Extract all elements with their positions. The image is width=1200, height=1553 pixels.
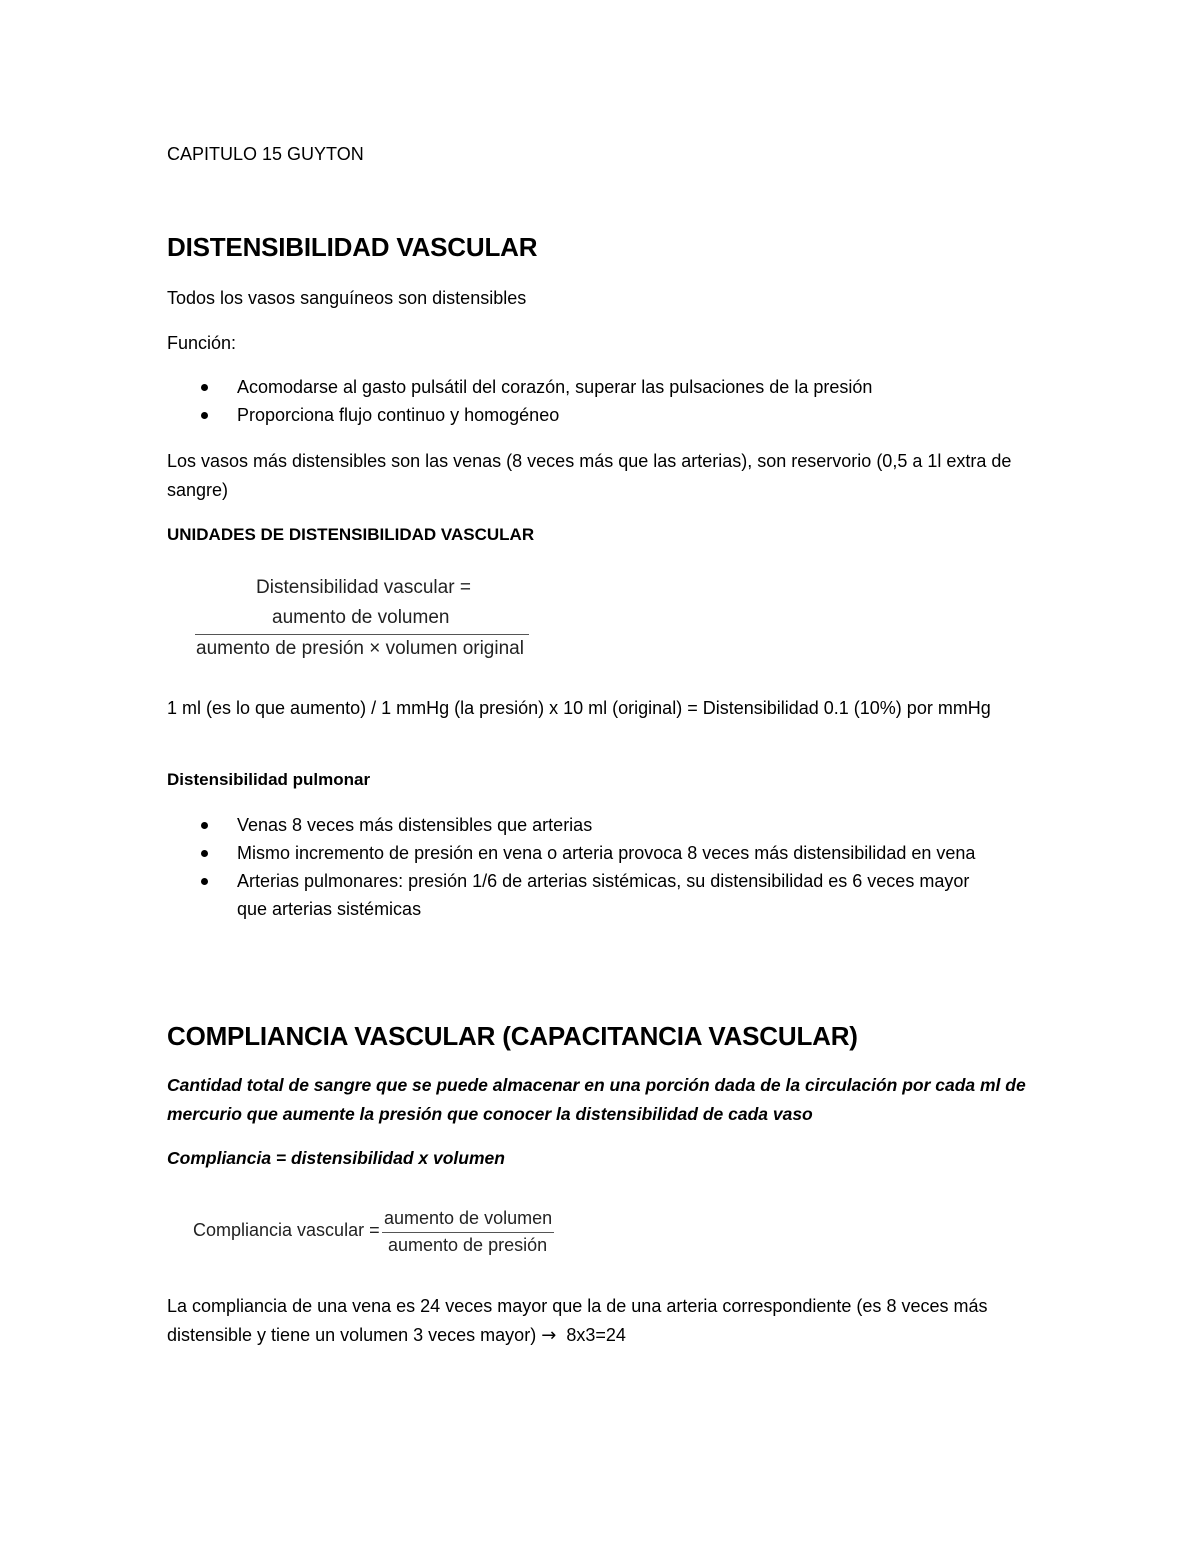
section-heading-compliancia: COMPLIANCIA VASCULAR (CAPACITANCIA VASCULAR) — [167, 1021, 858, 1051]
section-heading-distensibilidad: DISTENSIBILIDAD VASCULAR — [167, 232, 538, 262]
bullet-icon — [201, 878, 208, 885]
veins-paragraph: Los vasos más distensibles son las venas (8 veces más que las arterias), son reservorio (0,5 a 1l extra de sangre) — [167, 451, 1012, 500]
function-list — [167, 373, 1027, 429]
formula-numerator: aumento de volumen — [272, 607, 450, 628]
units-heading: UNIDADES DE DISTENSIBILIDAD VASCULAR — [167, 525, 535, 544]
arrow-right-icon: → — [541, 1325, 557, 1346]
chapter-title: CAPITULO 15 GUYTON — [167, 144, 364, 164]
formula-numerator: aumento de volumen — [384, 1208, 553, 1228]
list-item-text: Venas 8 veces más distensibles que arterias — [237, 815, 593, 835]
intro-paragraph: Todos los vasos sanguíneos son distensibles — [167, 288, 527, 308]
bullet-icon — [201, 850, 208, 857]
bullet-icon — [201, 384, 208, 391]
list-item — [167, 811, 987, 839]
list-item-text: Arterias pulmonares: presión 1/6 de arterias sistémicas, su distensibilidad es 6 veces mayor que arterias sistémicas — [237, 871, 970, 919]
list-item — [167, 839, 987, 867]
conclusion-text: La compliancia de una vena es 24 veces mayor que la de una arteria correspondiente (es 8 veces más distensible y tiene un volumen 3 veces mayor) — [167, 1296, 988, 1345]
bullet-icon — [201, 822, 208, 829]
compliance-definition: Cantidad total de sangre que se puede almacenar en una porción dada de la circulación por cada ml de mercurio que aumente la presión que conocer la distensibilidad de cada vaso — [167, 1075, 1026, 1124]
calculation-text: 8x3=24 — [566, 1325, 626, 1345]
function-label: Función: — [167, 333, 237, 353]
compliance-formula-text: Compliancia = distensibilidad x volumen — [167, 1148, 505, 1168]
list-item-text: Mismo incremento de presión en vena o arteria provoca 8 veces más distensibilidad en vena — [237, 843, 976, 863]
pulmonary-list — [167, 811, 987, 923]
fraction-bar — [382, 1232, 554, 1233]
conclusion-paragraph — [167, 1292, 1027, 1350]
formula-lhs: Compliancia vascular = — [193, 1220, 380, 1240]
list-item — [167, 867, 987, 923]
formula-denominator: aumento de presión — [388, 1235, 548, 1255]
list-item — [167, 373, 1027, 401]
list-item — [167, 401, 1027, 429]
bullet-icon — [201, 412, 208, 419]
pulmonary-heading: Distensibilidad pulmonar — [167, 770, 371, 789]
example-paragraph: 1 ml (es lo que aumento) / 1 mmHg (la presión) x 10 ml (original) = Distensibilidad 0.1 (10%) por mmHg — [167, 698, 991, 718]
list-item-text: Proporciona flujo continuo y homogéneo — [237, 405, 560, 425]
list-item-text: Acomodarse al gasto pulsátil del corazón, superar las pulsaciones de la presión — [237, 377, 873, 397]
formula-lhs: Distensibilidad vascular = — [256, 577, 471, 598]
formula-denominator: aumento de presión × volumen original — [196, 638, 524, 659]
fraction-bar — [195, 634, 529, 635]
